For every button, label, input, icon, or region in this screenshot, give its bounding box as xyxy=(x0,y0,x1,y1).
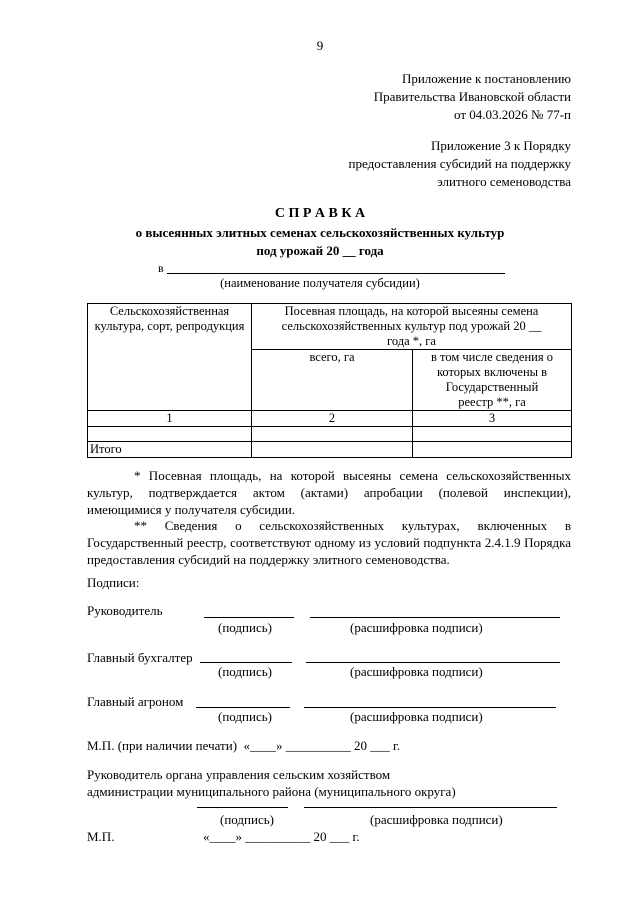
header-line: предоставления субсидий на поддержку xyxy=(348,156,571,171)
name-line[interactable] xyxy=(310,617,560,618)
sign-caption: (подпись) xyxy=(218,664,272,679)
table-cell[interactable] xyxy=(413,442,572,458)
role-label: Главный агроном xyxy=(87,694,184,709)
table-cell[interactable] xyxy=(252,442,413,458)
page-number: 9 xyxy=(316,38,324,53)
name-caption: (расшифровка подписи) xyxy=(350,664,483,679)
recipient-caption: (наименование получателя субсидии) xyxy=(220,276,420,290)
col-number: 3 xyxy=(413,411,572,427)
name-caption: (расшифровка подписи) xyxy=(350,620,483,635)
footnote: ** Сведения о сельскохозяйственных культурах, включенных в Государственный реестр, соответствуют одному из условий подпункта 2.4.1.9 Порядка предоставления субсидий на поддержку элитного семеноводства. xyxy=(87,518,571,567)
document-title: С П Р А В К А xyxy=(274,206,366,221)
sign-caption: (подпись) xyxy=(220,812,274,827)
signature-line[interactable] xyxy=(196,707,290,708)
final-stamp-label: М.П. xyxy=(87,829,115,844)
header-line: Правительства Ивановской области xyxy=(373,89,571,104)
col1-header: Сельскохозяйственная культура, сорт, репродукция xyxy=(88,304,252,411)
sign-caption: (подпись) xyxy=(218,620,272,635)
signature-line[interactable] xyxy=(204,617,294,618)
header-line: элитного семеноводства xyxy=(437,174,571,189)
col2-header: всего, га xyxy=(252,350,413,411)
col-number: 2 xyxy=(252,411,413,427)
name-line[interactable] xyxy=(306,662,560,663)
col-group-header: Посевная площадь, на которой высеяны семена сельскохозяйственных культур под урожай 20 __ года *, га xyxy=(252,304,572,350)
col-number: 1 xyxy=(88,411,252,427)
authority-line: администрации муниципального района (муниципального округа) xyxy=(87,784,456,799)
authority-line: Руководитель органа управления сельским хозяйством xyxy=(87,767,391,782)
total-label: Итого xyxy=(88,442,252,458)
table-cell[interactable] xyxy=(413,427,572,442)
final-date: «____» __________ 20 ___ г. xyxy=(203,829,360,844)
name-line[interactable] xyxy=(304,707,556,708)
recipient-prefix: в xyxy=(158,261,164,275)
name-caption: (расшифровка подписи) xyxy=(370,812,503,827)
role-label: Руководитель xyxy=(87,603,163,618)
header-line: Приложение к постановлению xyxy=(401,71,571,86)
table-cell[interactable] xyxy=(88,427,252,442)
footnotes xyxy=(87,468,571,569)
col3-header: в том числе сведения о которых включены в Государственный реестр **, га xyxy=(413,350,572,411)
signature-line[interactable] xyxy=(197,807,288,808)
footnote: * Посевная площадь, на которой высеяны семена сельскохозяйственных культур, подтверждается актом (актами) апробации (полевой инспекции), имеющимися у получателя субсидии. xyxy=(87,468,571,517)
data-table xyxy=(87,303,572,458)
header-line: Приложение 3 к Порядку xyxy=(431,138,571,153)
name-caption: (расшифровка подписи) xyxy=(350,709,483,724)
name-line[interactable] xyxy=(304,807,557,808)
document-subtitle: о высеянных элитных семенах сельскохозяйственных культур xyxy=(135,225,505,240)
signature-line[interactable] xyxy=(200,662,292,663)
stamp-date-line: М.П. (при наличии печати) «____» __________ 20 ___ г. xyxy=(87,738,401,753)
document-subtitle: под урожай 20 __ года xyxy=(256,243,384,258)
sign-caption: (подпись) xyxy=(218,709,272,724)
table-cell[interactable] xyxy=(252,427,413,442)
role-label: Главный бухгалтер xyxy=(87,650,193,665)
recipient-line[interactable] xyxy=(167,273,505,274)
signatures-heading: Подписи: xyxy=(87,575,140,590)
header-line: от 04.03.2026 № 77-п xyxy=(454,107,571,122)
